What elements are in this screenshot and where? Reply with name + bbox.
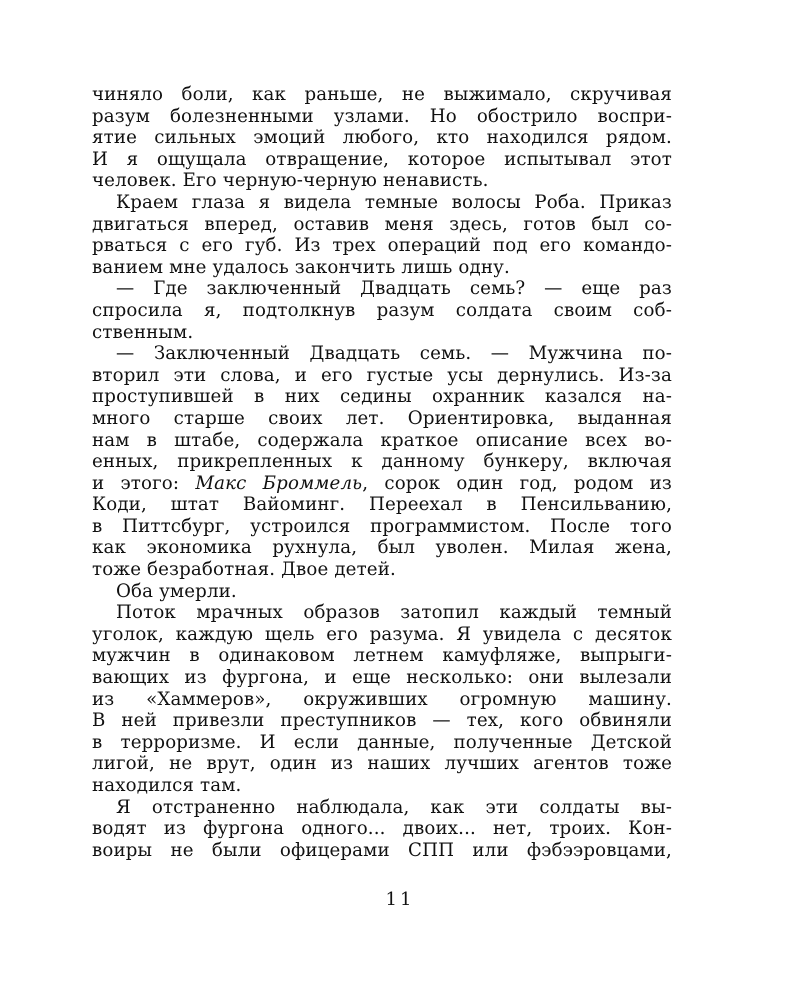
text-line: чиняло боли, как раньше, не выжимало, скручивая — [92, 84, 672, 105]
text-line: нам в штабе, содержала краткое описание всех во- — [92, 429, 672, 451]
text-line: человек. Его черную-черную ненависть. — [92, 170, 489, 192]
text-line: водят из фургона одного... двоих... нет, троих. Кон- — [92, 818, 672, 840]
text-line: проступившей в них седины охранник казался на- — [92, 386, 672, 408]
text-line: вторил эти слова, и его густые усы дернулись. Из-за — [92, 364, 672, 386]
text-line: вающих из фургона, и еще несколько: они вылезали — [92, 667, 672, 689]
text-line: — Заключенный Двадцать семь. — Мужчина по- — [116, 343, 672, 365]
text-line: рваться с его губ. Из трех операций под его командо- — [92, 235, 672, 257]
italic-name: Макс Броммель — [195, 472, 363, 494]
text-line: мужчин в одинаковом летнем камуфляже, выпрыги- — [92, 645, 672, 667]
text-line: в Питтсбург, устроился программистом. После того — [92, 515, 672, 537]
text-fragment: и этого: — [92, 472, 196, 494]
text-line: Краем глаза я видела темные волосы Роба. Приказ — [116, 191, 672, 213]
text-line: находился там. — [92, 775, 242, 796]
text-line: В ней привезли преступников — тех, кого обвиняли — [92, 710, 672, 732]
text-line: ственным. — [92, 321, 194, 343]
body-text — [92, 84, 672, 861]
text-line: Оба умерли. — [116, 580, 237, 602]
text-line: тоже безработная. Двое детей. — [92, 559, 396, 581]
text-line: из «Хаммеров», окруживших огромную машину. — [92, 688, 672, 710]
text-line: воиры не были офицерами СПП или фэбээровцами, — [92, 839, 672, 861]
text-line: ванием мне удалось закончить лишь одну. — [92, 256, 510, 278]
text-line: Я отстраненно наблюдала, как эти солдаты вы- — [116, 796, 672, 818]
text-line — [92, 473, 672, 495]
text-line: двигаться вперед, оставив меня здесь, готов был со- — [92, 213, 672, 235]
text-line: лигой, не врут, один из наших лучших агентов тоже — [92, 753, 672, 775]
text-line: в терроризме. И если данные, полученные Детской — [92, 731, 672, 753]
text-line: енных, прикрепленных к данному бункеру, включая — [92, 451, 672, 473]
text-line: Поток мрачных образов затопил каждый темный — [116, 602, 672, 624]
text-line: И я ощущала отвращение, которое испытывал этот — [92, 148, 672, 170]
text-line: как экономика рухнула, был уволен. Милая жена, — [92, 537, 672, 559]
page-number: 11 — [385, 889, 415, 910]
text-line: много старше своих лет. Ориентировка, выданная — [92, 407, 672, 429]
text-line: разум болезненными узлами. Но обострило воспри- — [92, 105, 672, 127]
text-line: ятие сильных эмоций любого, кто находился рядом. — [92, 127, 672, 149]
text-line: спросила я, подтолкнув разум солдата своим соб- — [92, 299, 672, 321]
text-fragment: , сорок один год, родом из — [362, 472, 672, 494]
text-line: уголок, каждую щель его разума. Я увидела с десяток — [92, 623, 672, 645]
text-line: — Где заключенный Двадцать семь? — еще раз — [116, 278, 672, 300]
text-line: Коди, штат Вайоминг. Переехал в Пенсильванию, — [92, 494, 672, 516]
